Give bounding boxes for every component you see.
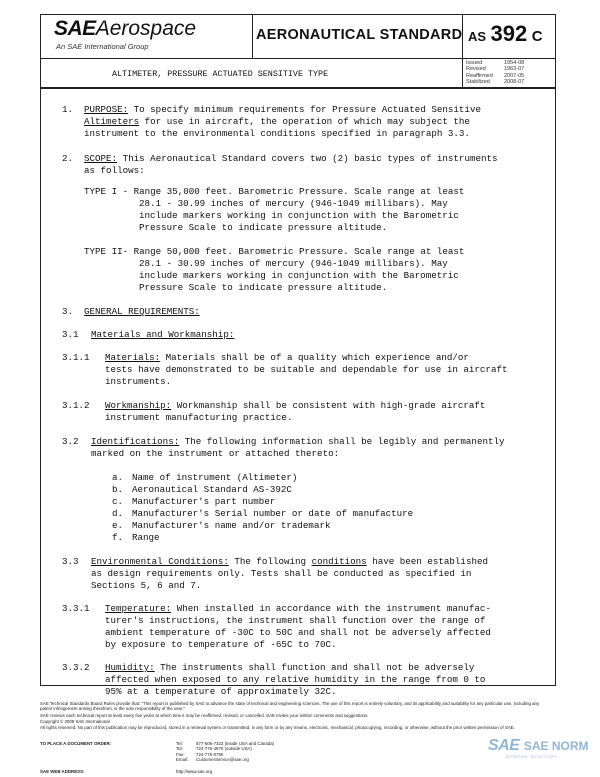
section-3-2-line-1: Identifications: The following information shall be legibly and permanently (91, 436, 505, 447)
type-2-line-4: Pressure Scale to indicate pressure altitude. (139, 282, 388, 293)
section-3-1-2-line-2: instrument manufacturing practice. (105, 412, 293, 423)
section-1-line-3: instrument to the environmental conditions specified in paragraph 3.3. (84, 128, 470, 139)
section-1-line-1: PURPOSE: To specify minimum requirements for Pressure Actuated Sensitive (84, 104, 481, 115)
logo-aerospace-text: Aerospace (95, 17, 197, 40)
logo-tagline: An SAE International Group (56, 42, 149, 51)
section-3-3-1-number: 3.3.1 (62, 603, 90, 614)
section-3-3-2-line-1: Humidity: The instruments shall function and shall not be adversely (105, 662, 475, 673)
section-3-3-2-line-2: affected when exposed to any relative humidity in the range from 0 to (105, 674, 486, 685)
section-2-heading: SCOPE: (84, 153, 118, 164)
section-3-2-number: 3.2 (62, 436, 79, 447)
document-dates (466, 60, 524, 86)
header-col-divider-1 (252, 14, 253, 59)
section-3-1-1-line-3: instruments. (105, 376, 172, 387)
section-3-1-2-number: 3.1.2 (62, 400, 90, 411)
section-3-heading: GENERAL REQUIREMENTS: (84, 306, 200, 317)
section-3-3-number: 3.3 (62, 556, 79, 567)
list-item: f. Range (112, 532, 160, 543)
order-row: Tel: 724-776-4970 (outside USA) (176, 746, 252, 752)
footer-copyright: Copyright © 2008 SAE International (40, 719, 110, 724)
section-1-heading: PURPOSE: (84, 104, 129, 115)
order-contacts (176, 741, 274, 763)
header-col-divider-2 (462, 14, 463, 87)
sae-norm-watermark (488, 737, 589, 755)
section-3-1-2-heading: Workmanship: (105, 400, 172, 411)
section-3-3-1-line-4: by exposure to temperature of -65C to 70C. (105, 639, 337, 650)
type-1-line-1: TYPE I - Range 35,000 feet. Barometric Pressure. Scale range at least (84, 186, 465, 197)
list-item: d. Manufacturer's Serial number or date of manufacture (112, 508, 414, 519)
order-row[interactable]: Email: CustomerService@sae.org (176, 757, 249, 763)
section-3-3-2-line-3: 95% at a temperature of approximately 32C. (105, 686, 337, 697)
watermark-text: SAE NORM (523, 739, 589, 753)
type-1-line-4: Pressure Scale to indicate pressure altitude. (139, 222, 388, 233)
order-row: Fax: 724-776-0790 (176, 751, 224, 757)
section-3-3-1-line-1: Temperature: When installed in accordance with the instrument manufac- (105, 603, 491, 614)
date-row-stabilized: Stabilized 2008-07 (466, 79, 525, 86)
footer-disclaimer: SAE Technical Standards Board Rules provide that: "This report is published by SAE to advance the state of technical and engineering sciences. The use of this report is entirely voluntary, and its applicability and suitability for any particular use, including any patent infringement arising therefrom, is the sole responsibility of the user." (40, 701, 540, 712)
section-3-3-heading: Environmental Conditions: (91, 556, 229, 567)
date-row-issued: Issued 1954-08 (466, 60, 525, 66)
watermark-subtext: ATTENTION · DO NOT COPY (506, 755, 558, 759)
section-3-1-1-heading: Materials: (105, 352, 161, 363)
date-row-reaffirmed: Reaffirmed 2007-05 (466, 72, 525, 79)
order-label: TO PLACE A DOCUMENT ORDER: (40, 741, 112, 746)
section-3-3-1-heading: Temperature: (105, 603, 172, 614)
list-item: b. Aeronautical Standard AS-392C (112, 484, 292, 495)
list-item: e. Manufacturer's name and/or trademark (112, 520, 331, 531)
section-3-1-1-number: 3.1.1 (62, 352, 90, 363)
doc-revision: C (531, 28, 543, 45)
list-item: a. Name of instrument (Altimeter) (112, 472, 298, 483)
section-3-1-2-line-1: Workmanship: Workmanship shall be consistent with high-grade aircraft (105, 400, 486, 411)
section-3-3-1-line-3: ambient temperature of -30C to 50C and shall not be adversely affected (105, 627, 491, 638)
section-2-line-2: as follows: (84, 165, 145, 176)
section-1-number: 1. (62, 104, 74, 115)
watermark-logo: SAE (488, 737, 520, 754)
section-2-number: 2. (62, 153, 74, 164)
section-3-3-line-2: as design requirements only. Tests shall be conducted as specified in (91, 568, 472, 579)
section-3-3-2-number: 3.3.2 (62, 662, 90, 673)
type-2-line-2: 28.1 - 30.99 inches of mercury (946-1049 millibars). May (139, 258, 448, 269)
logo-sae-text: SAE (54, 17, 96, 40)
list-item: c. Manufacturer's part number (112, 496, 276, 507)
section-3-number: 3. (62, 306, 74, 317)
sae-aerospace-logo (54, 17, 196, 41)
footer-rights: All rights reserved. No part of this publication may be reproduced, stored in a retrieval system or transmitted, in any form or by any means, electronic, mechanical, photocopying, recording, or otherwise, without the prior written permission of SAE. (40, 725, 515, 730)
document-type-title: AERONAUTICAL STANDARD (256, 27, 463, 43)
document-subtitle: ALTIMETER, PRESSURE ACTUATED SENSITIVE TYPE (112, 69, 329, 79)
document-number (468, 21, 543, 47)
section-3-2-line-2: marked on the instrument or attached thereto: (91, 448, 340, 459)
section-3-3-1-line-2: turer's instructions, the instrument shall function over the range of (105, 615, 486, 626)
type-2-line-3: include markers working in conjunction with the Barometric (139, 270, 459, 281)
web-label: SAE WEB ADDRESS: (40, 769, 85, 774)
section-3-1-1-line-1: Materials: Materials shall be of a quality which experience and/or (105, 352, 469, 363)
section-2-line-1: SCOPE: This Aeronautical Standard covers two (2) basic types of instruments (84, 153, 498, 164)
type-1-line-3: include markers working in conjunction with the Barometric (139, 210, 459, 221)
footer-review-note: SAE reviews each technical report at least every five years at which time it may be reaffirmed, revised, or cancelled. SAE invites your written comments and suggestions. (40, 713, 369, 718)
type-2-line-1: TYPE II- Range 50,000 feet. Barometric Pressure. Scale range at least (84, 246, 465, 257)
section-3-2-heading: Identifications: (91, 436, 180, 447)
section-3-1-1-line-2: tests have demonstrated to be suitable and dependable for use in aircraft (105, 364, 508, 375)
section-3-1-heading: Materials and Workmanship: (91, 329, 235, 340)
section-1-line-2: Altimeters for use in aircraft, the operation of which may subject the (84, 116, 470, 127)
doc-prefix: AS (468, 29, 487, 44)
section-3-3-line-3: Sections 5, 6 and 7. (91, 580, 202, 591)
doc-number-value: 392 (490, 21, 528, 46)
date-row-revised: Revised 1963-07 (466, 66, 525, 73)
section-3-1-number: 3.1 (62, 329, 79, 340)
web-address[interactable]: http://www.sae.org (176, 769, 213, 774)
header-row-divider (40, 58, 555, 59)
type-1-line-2: 28.1 - 30.99 inches of mercury (946-1049 millibars). May (139, 198, 448, 209)
order-row: Tel: 877-606-7323 (inside USA and Canada) (176, 741, 275, 746)
section-3-3-line-1: Environmental Conditions: The following conditions have been established (91, 556, 488, 567)
section-3-3-2-heading: Humidity: (105, 662, 155, 673)
